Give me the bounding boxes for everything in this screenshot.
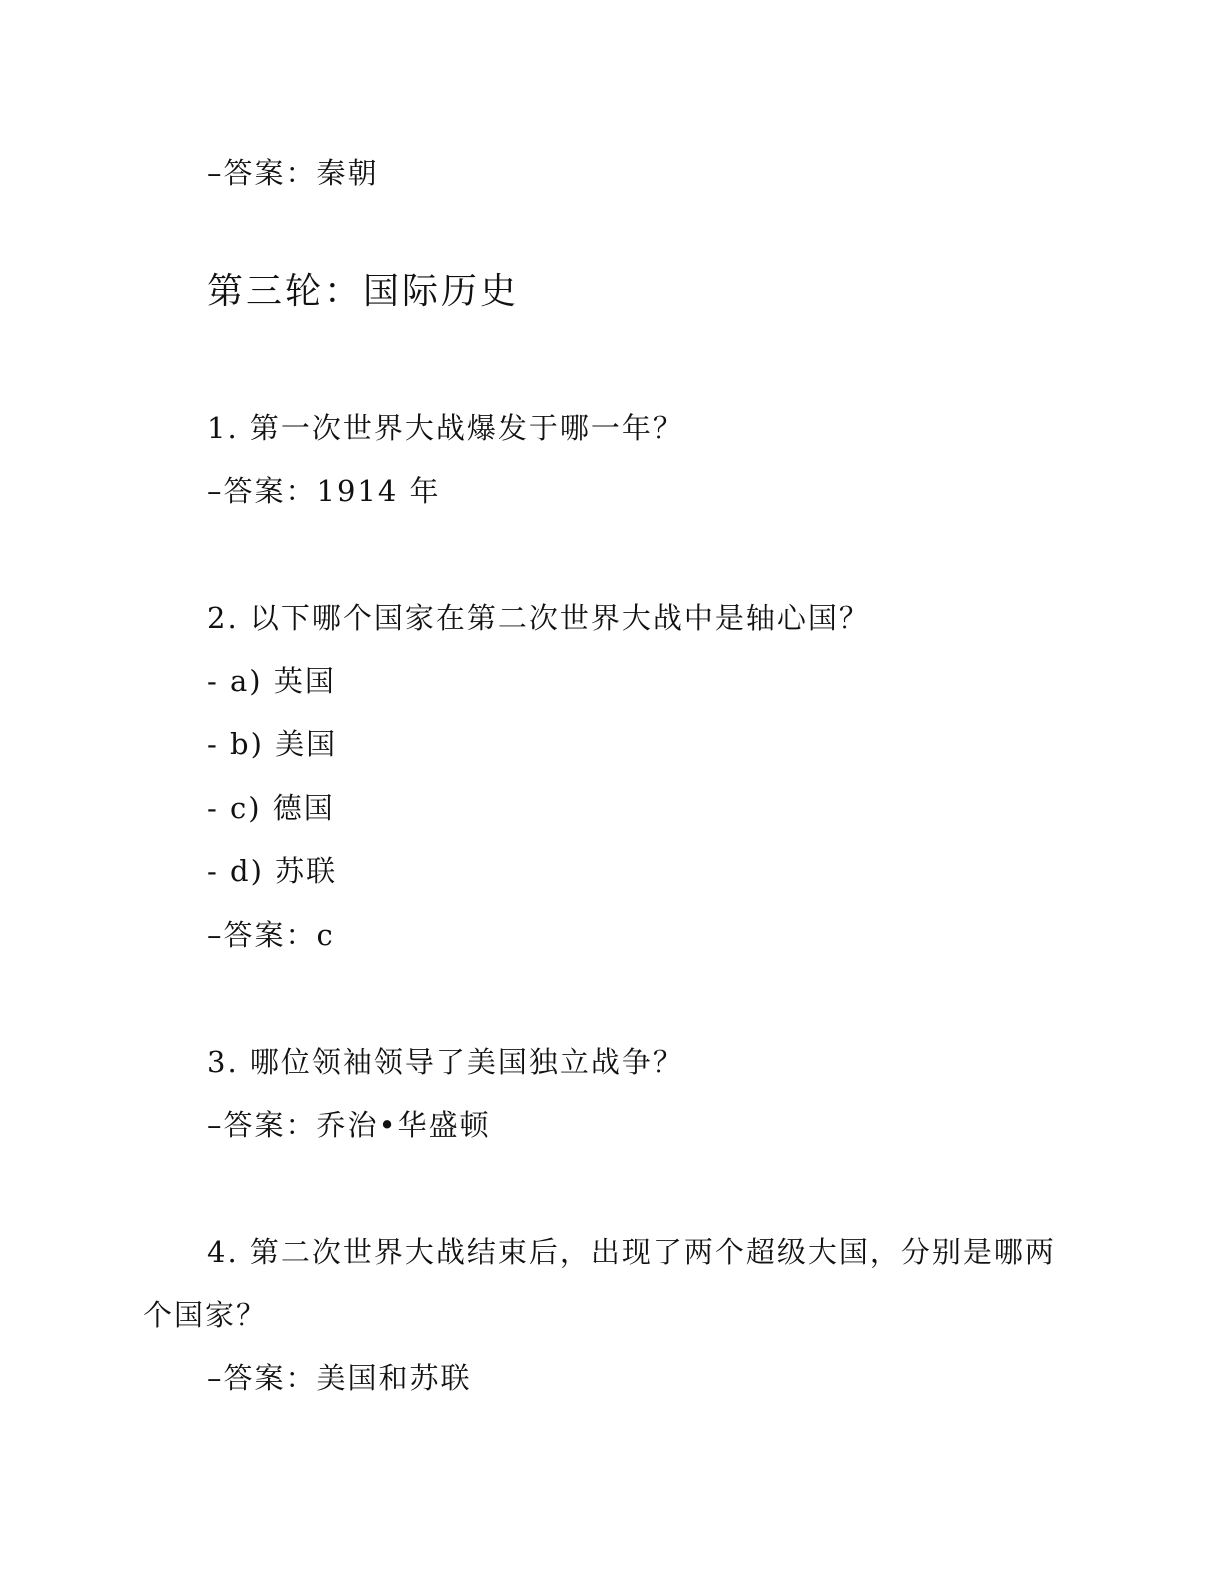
question-3: 3. 哪位领袖领导了美国独立战争？ bbox=[207, 1045, 684, 1079]
answer-1: –答案：1914 年 bbox=[207, 474, 441, 508]
answer-2: –答案：c bbox=[207, 918, 335, 952]
option-c: - c) 德国 bbox=[207, 791, 335, 825]
option-d: - d) 苏联 bbox=[207, 854, 338, 888]
question-4-line-1: 4. 第二次世界大战结束后，出现了两个超级大国，分别是哪两 bbox=[207, 1235, 1056, 1269]
answer-3: –答案：乔治•华盛顿 bbox=[207, 1108, 491, 1142]
question-2: 2. 以下哪个国家在第二次世界大战中是轴心国？ bbox=[207, 601, 870, 635]
answer-4: –答案：美国和苏联 bbox=[207, 1361, 472, 1395]
section-heading: 第三轮：国际历史 bbox=[207, 271, 520, 312]
option-a: - a) 英国 bbox=[207, 664, 336, 698]
question-4-line-2: 个国家？ bbox=[143, 1298, 268, 1332]
option-b: - b) 美国 bbox=[207, 727, 338, 761]
question-1: 1. 第一次世界大战爆发于哪一年？ bbox=[207, 411, 684, 445]
previous-answer: –答案：秦朝 bbox=[207, 156, 379, 190]
